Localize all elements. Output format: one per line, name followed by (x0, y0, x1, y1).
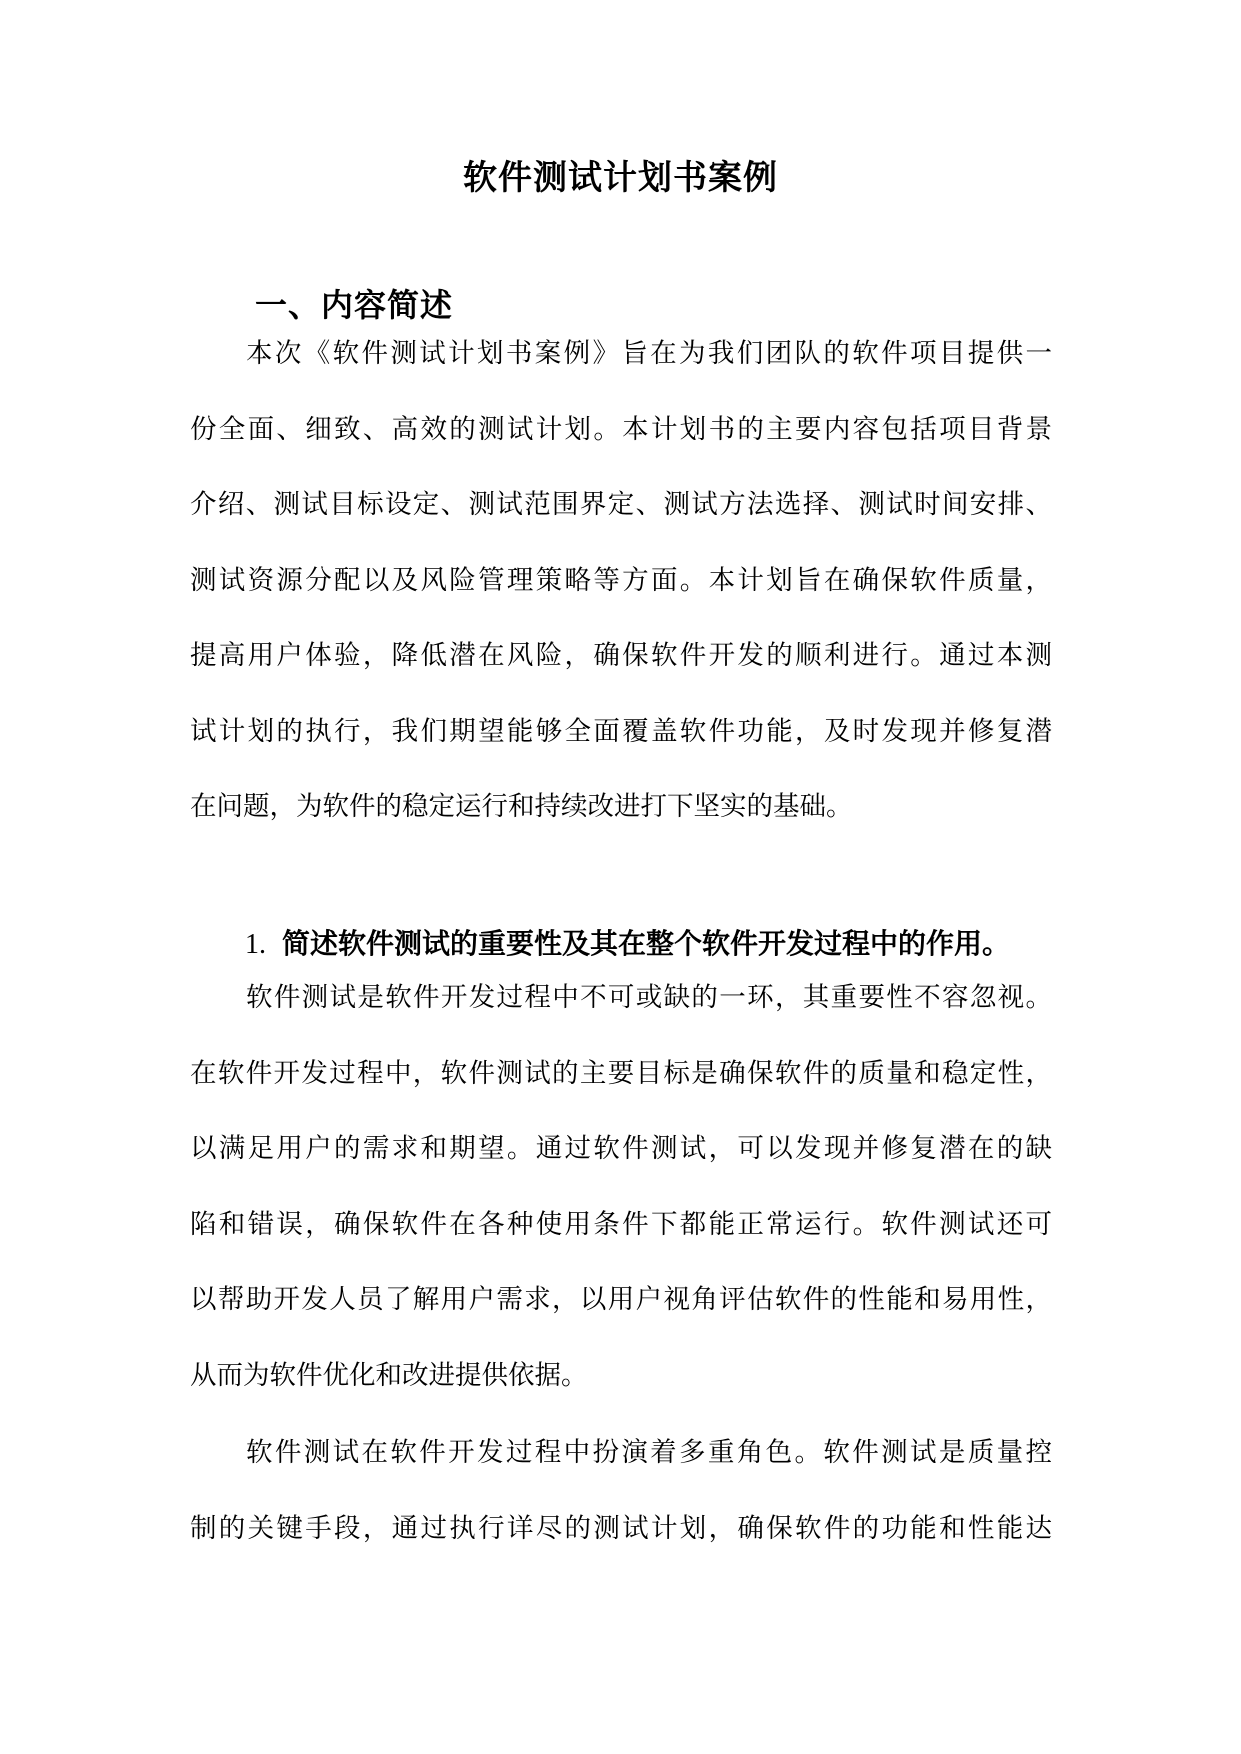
roles-paragraph (190, 1415, 1052, 1566)
paragraph-line: 从而为软件优化和改进提供依据。 (190, 1359, 588, 1391)
subsection-title: 简述软件测试的重要性及其在整个软件开发过程中的作用。 (282, 927, 1011, 960)
importance-paragraph (190, 960, 1052, 1413)
section-heading: 一、内容简述 (255, 286, 454, 324)
paragraph-line: 以帮助开发人员了解用户需求，以用户视角评估软件的性能和易用性， (190, 1284, 1052, 1315)
paragraph-line: 在问题，为软件的稳定运行和持续改进打下坚实的基础。 (190, 791, 853, 822)
paragraph-line: 介绍、测试目标设定、测试范围界定、测试方法选择、测试时间安排、 (190, 489, 1052, 520)
intro-paragraph (190, 316, 1052, 845)
subsection-number: 1. (245, 929, 266, 960)
paragraph-line: 以满足用户的需求和期望。通过软件测试，可以发现并修复潜在的缺 (190, 1133, 1052, 1164)
paragraph-line: 测试资源分配以及风险管理策略等方面。本计划旨在确保软件质量， (190, 564, 1052, 596)
document-title: 软件测试计划书案例 (463, 158, 778, 198)
paragraph-line: 份全面、细致、高效的测试计划。本计划书的主要内容包括项目背景 (190, 413, 1052, 445)
subsection-heading (245, 922, 1010, 962)
paragraph-line: 提高用户体验，降低潜在风险，确保软件开发的顺利进行。通过本测 (190, 640, 1052, 671)
paragraph-line: 软件测试在软件开发过程中扮演着多重角色。软件测试是质量控 (246, 1437, 1052, 1468)
paragraph-line: 试计划的执行，我们期望能够全面覆盖软件功能，及时发现并修复潜 (190, 715, 1052, 747)
paragraph-line: 陷和错误，确保软件在各种使用条件下都能正常运行。软件测试还可 (190, 1208, 1052, 1240)
paragraph-line: 本次《软件测试计划书案例》旨在为我们团队的软件项目提供一 (246, 338, 1052, 369)
paragraph-line: 制的关键手段，通过执行详尽的测试计划，确保软件的功能和性能达 (190, 1512, 1052, 1544)
paragraph-line: 在软件开发过程中，软件测试的主要目标是确保软件的质量和稳定性， (190, 1057, 1052, 1089)
paragraph-line: 软件测试是软件开发过程中不可或缺的一环，其重要性不容忽视。 (246, 982, 1052, 1013)
